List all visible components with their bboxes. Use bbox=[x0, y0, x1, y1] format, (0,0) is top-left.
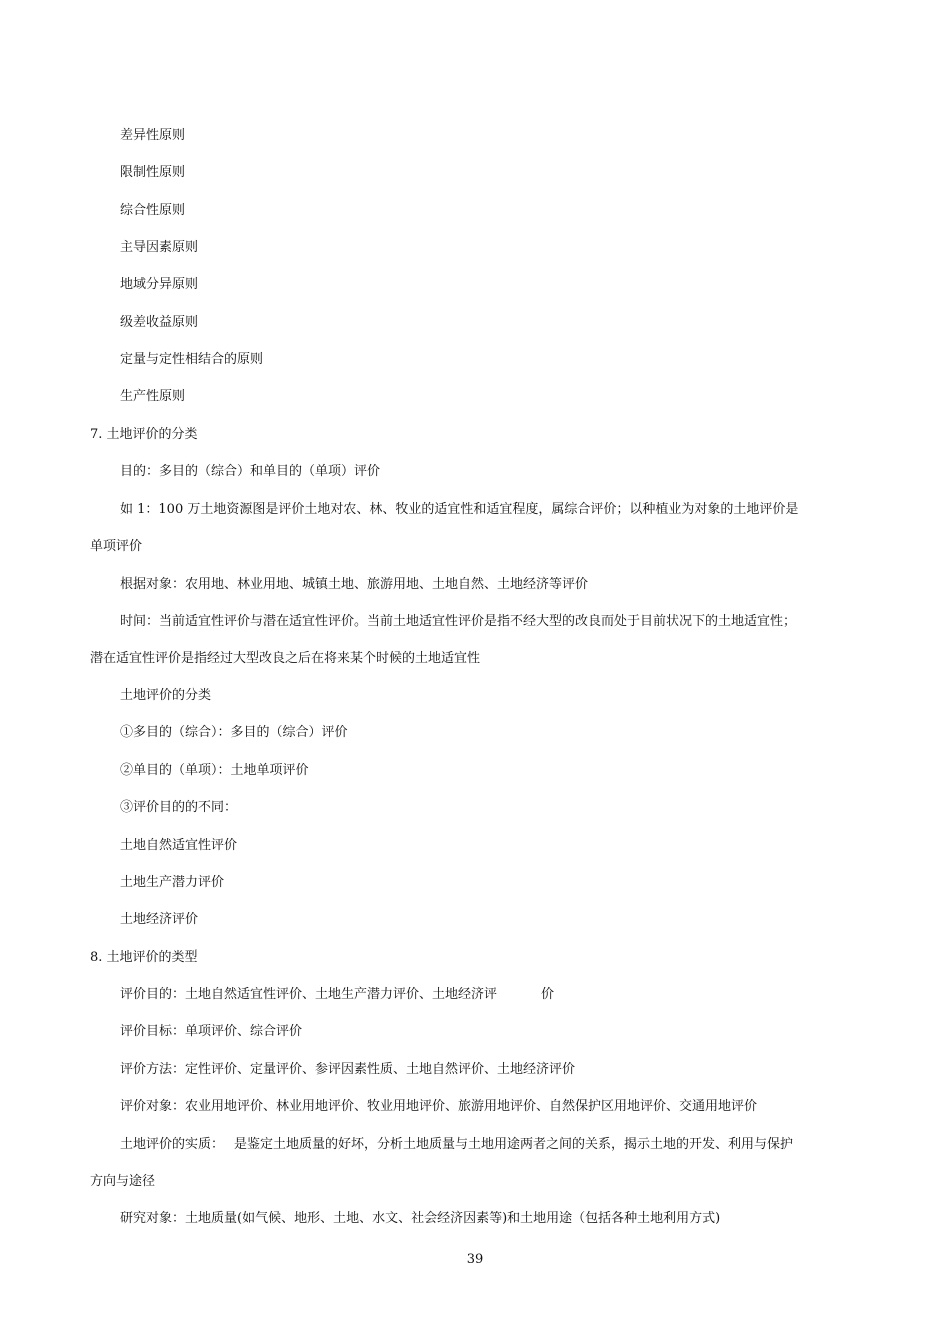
text-segment: 价 bbox=[541, 987, 555, 1002]
section-heading: 7. 土地评价的分类 bbox=[90, 427, 198, 442]
text-line: 限制性原则 bbox=[120, 165, 186, 180]
text-line: ①多目的（综合）：多目的（综合）评价 bbox=[120, 725, 348, 740]
text-line: 土地经济评价 bbox=[120, 912, 199, 927]
text-line: 如 1：100 万土地资源图是评价土地对农、林、牧业的适宜性和适宜程度，属综合评价；以种植业为对象的土地评价是 bbox=[120, 502, 799, 517]
text-line: 潜在适宜性评价是指经过大型改良之后在将来某个时候的土地适宜性 bbox=[90, 651, 481, 666]
text-line: 综合性原则 bbox=[120, 203, 186, 218]
text-segment: 评价目的：土地自然适宜性评价、土地生产潜力评价、土地经济评 bbox=[120, 987, 498, 1002]
text-line: 时间：当前适宜性评价与潜在适宜性评价。当前土地适宜性评价是指不经大型的改良而处于目前状况下的土地适宜性； bbox=[120, 614, 797, 629]
page-number: 39 bbox=[466, 1252, 484, 1267]
text-line: 地域分异原则 bbox=[120, 277, 199, 292]
text-segment: 土地评价的实质： bbox=[120, 1137, 225, 1152]
text-line: 定量与定性相结合的原则 bbox=[120, 352, 264, 367]
text-line: 土地评价的分类 bbox=[120, 688, 212, 703]
text-line: 土地生产潜力评价 bbox=[120, 875, 225, 890]
section-heading: 8. 土地评价的类型 bbox=[90, 950, 198, 965]
text-line bbox=[120, 987, 554, 1003]
text-line: ②单目的（单项）：土地单项评价 bbox=[120, 763, 309, 778]
text-line: 生产性原则 bbox=[120, 389, 186, 404]
text-segment: 是鉴定土地质量的好坏，分析土地质量与土地用途两者之间的关系，揭示土地的开发、利用与保护 bbox=[234, 1137, 794, 1152]
text-line: 级差收益原则 bbox=[120, 315, 199, 330]
text-line: 目的：多目的（综合）和单目的（单项）评价 bbox=[120, 464, 381, 479]
text-line: 主导因素原则 bbox=[120, 240, 199, 255]
text-line: 差异性原则 bbox=[120, 128, 186, 143]
text-line: 根据对象：农用地、林业用地、城镇土地、旅游用地、土地自然、土地经济等评价 bbox=[120, 577, 589, 592]
text-line bbox=[120, 1137, 793, 1153]
text-line: 方向与途径 bbox=[90, 1174, 156, 1189]
text-line: 土地自然适宜性评价 bbox=[120, 838, 238, 853]
text-line: 评价方法：定性评价、定量评价、参评因素性质、土地自然评价、土地经济评价 bbox=[120, 1062, 576, 1077]
text-line: 评价对象：农业用地评价、林业用地评价、牧业用地评价、旅游用地评价、自然保护区用地评价、交通用地评价 bbox=[120, 1099, 758, 1114]
text-line: ③评价目的的不同： bbox=[120, 800, 238, 815]
text-line: 单项评价 bbox=[90, 539, 143, 554]
text-line: 研究对象：土地质量(如气候、地形、土地、水文、社会经济因素等)和土地用途（包括各种土地利用方式) bbox=[120, 1211, 721, 1226]
text-line: 评价目标：单项评价、综合评价 bbox=[120, 1024, 303, 1039]
